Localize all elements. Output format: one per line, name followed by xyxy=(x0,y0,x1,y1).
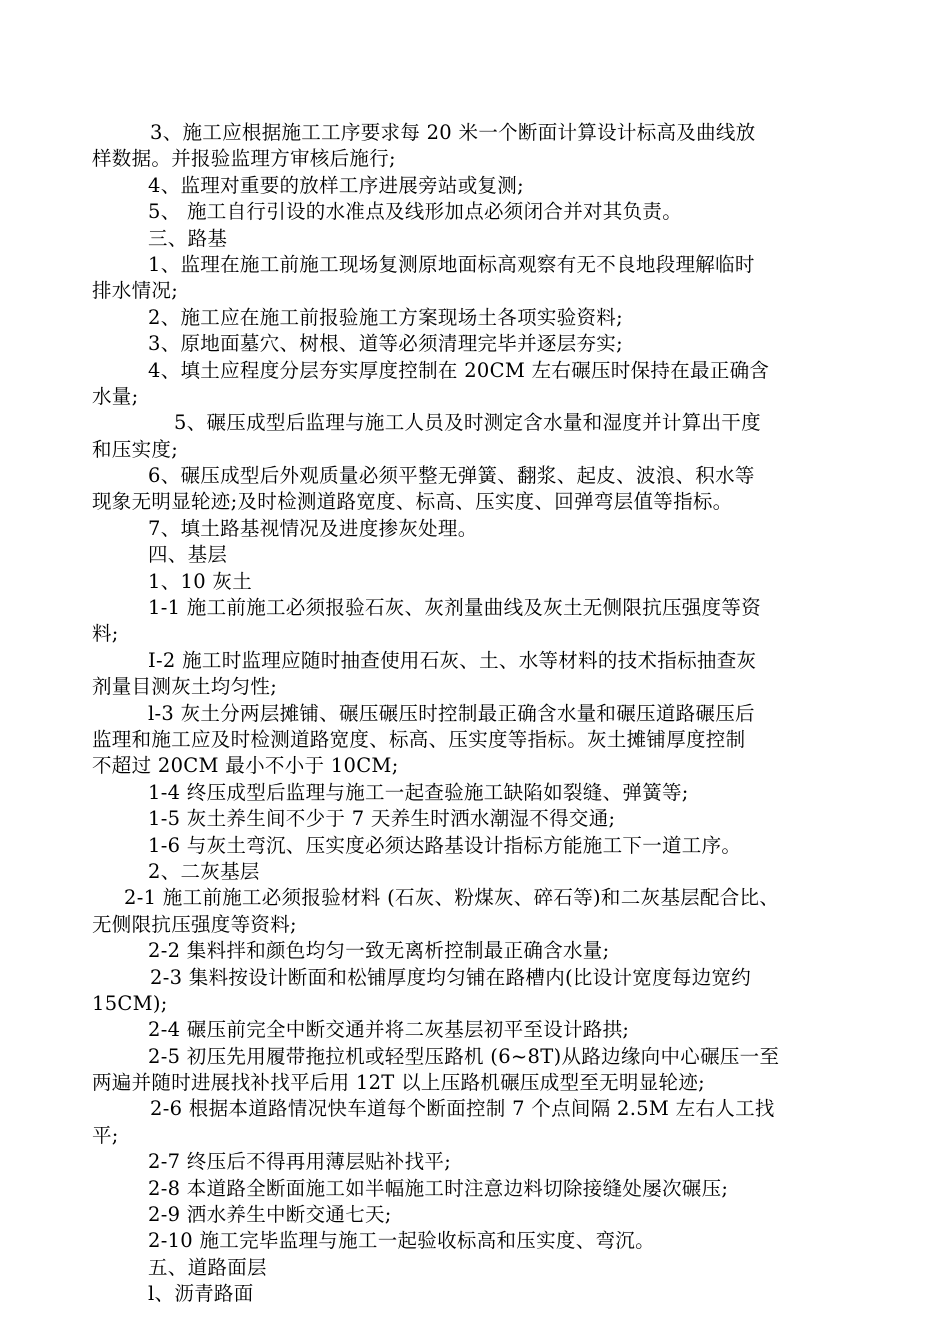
paragraph-line: 4、填土应程度分层夯实厚度控制在 20CM 左右碾压时保持在最正确含 xyxy=(148,358,770,382)
paragraph-line: 5、碾压成型后监理与施工人员及时测定含水量和湿度并计算出干度 xyxy=(174,411,761,435)
paragraph-line: l-3 灰土分两层摊铺、碾压碾压时控制最正确含水量和碾压道路碾压后 xyxy=(148,701,755,725)
paragraph-line: 排水情况; xyxy=(92,279,179,303)
paragraph-line: I-2 施工时监理应随时抽查使用石灰、土、水等材料的技术指标抽查灰 xyxy=(148,648,757,672)
paragraph-line: 2-8 本道路全断面施工如半幅施工时注意边料切除接缝处屡次碾压; xyxy=(148,1176,729,1200)
paragraph-line: 2-3 集料按设计断面和松铺厚度均匀铺在路槽内(比设计宽度每边宽约 xyxy=(150,965,752,989)
paragraph-line: 7、填土路基视情况及进度掺灰处理。 xyxy=(148,516,478,540)
paragraph-line: 料; xyxy=(92,622,119,646)
paragraph-line: 水量; xyxy=(92,384,139,408)
paragraph-line: 4、监理对重要的放样工序进展旁站或复测; xyxy=(148,173,524,197)
paragraph-line: 3、施工应根据施工工序要求每 20 米一个断面计算设计标高及曲线放 xyxy=(150,121,756,144)
paragraph-line: 样数据。并报验监理方审核后施行; xyxy=(92,147,396,171)
section-heading: 五、道路面层 xyxy=(148,1255,267,1279)
paragraph-line: 2-1 施工前施工必须报验材料 (石灰、粉煤灰、碎石等)和二灰基层配合比、 xyxy=(124,886,780,910)
paragraph-line: 2-9 洒水养生中断交通七天; xyxy=(148,1203,392,1227)
paragraph-line: 无侧限抗压强度等资料; xyxy=(92,912,297,936)
paragraph-line: 监理和施工应及时检测道路宽度、标高、压实度等指标。灰土摊铺厚度控制 xyxy=(92,727,746,751)
paragraph-line: 2、施工应在施工前报验施工方案现场土各项实验资料; xyxy=(148,305,623,329)
paragraph-line: 2-7 终压后不得再用薄层贴补找平; xyxy=(148,1150,452,1174)
paragraph-line: 15CM); xyxy=(92,991,168,1015)
section-heading: 三、路基 xyxy=(148,226,228,250)
paragraph-line: 2-6 根据本道路情况快车道每个断面控制 7 个点间隔 2.5M 左右人工找 xyxy=(150,1097,775,1121)
section-heading: 四、基层 xyxy=(148,543,228,567)
paragraph-line: 6、碾压成型后外观质量必须平整无弹簧、翻浆、起皮、波浪、积水等 xyxy=(148,464,755,488)
paragraph-line: 剂量目测灰土均匀性; xyxy=(92,675,278,699)
paragraph-line: 现象无明显轮迹;及时检测道路宽度、标高、压实度、回弹弯层值等指标。 xyxy=(92,490,733,514)
paragraph-line: 不超过 20CM 最小不小于 10CM; xyxy=(92,754,399,778)
paragraph-line: 2-10 施工完毕监理与施工一起验收标高和压实度、弯沉。 xyxy=(148,1229,655,1253)
paragraph-line: 2-5 初压先用履带拖拉机或轻型压路机 (6~8T)从路边缘向中心碾压一至 xyxy=(148,1044,780,1068)
paragraph-line: 和压实度; xyxy=(92,437,179,461)
paragraph-line: 1-6 与灰土弯沉、压实度必须达路基设计指标方能施工下一道工序。 xyxy=(148,833,742,857)
paragraph-line: 1-4 终压成型后监理与施工一起查验施工缺陷如裂缝、弹簧等; xyxy=(148,780,689,804)
paragraph-line: 1-5 灰土养生间不少于 7 天养生时洒水潮湿不得交通; xyxy=(148,807,616,831)
subsection-heading: l、沥青路面 xyxy=(148,1282,254,1306)
document-body xyxy=(92,120,852,1308)
paragraph-line: 5、 施工自行引设的水准点及线形加点必须闭合并对其负责。 xyxy=(148,200,683,224)
paragraph-line: 2-4 碾压前完全中断交通并将二灰基层初平至设计路拱; xyxy=(148,1018,630,1042)
subsection-heading: 2、二灰基层 xyxy=(148,859,260,883)
subsection-heading: 1、10 灰土 xyxy=(148,569,253,593)
paragraph-line: 平; xyxy=(92,1123,119,1147)
paragraph-line: 1-1 施工前施工必须报验石灰、灰剂量曲线及灰土无侧限抗压强度等资 xyxy=(148,596,762,620)
paragraph-line: 1、监理在施工前施工现场复测原地面标高观察有无不良地段理解临时 xyxy=(148,252,755,276)
paragraph-line: 3、原地面墓穴、树根、道等必须清理完毕并逐层夯实; xyxy=(148,332,623,356)
paragraph-line: 2-2 集料拌和颜色均匀一致无离析控制最正确含水量; xyxy=(148,939,610,963)
paragraph-line: 两遍并随时进展找补找平后用 12T 以上压路机碾压成型至无明显轮迹; xyxy=(92,1071,705,1095)
